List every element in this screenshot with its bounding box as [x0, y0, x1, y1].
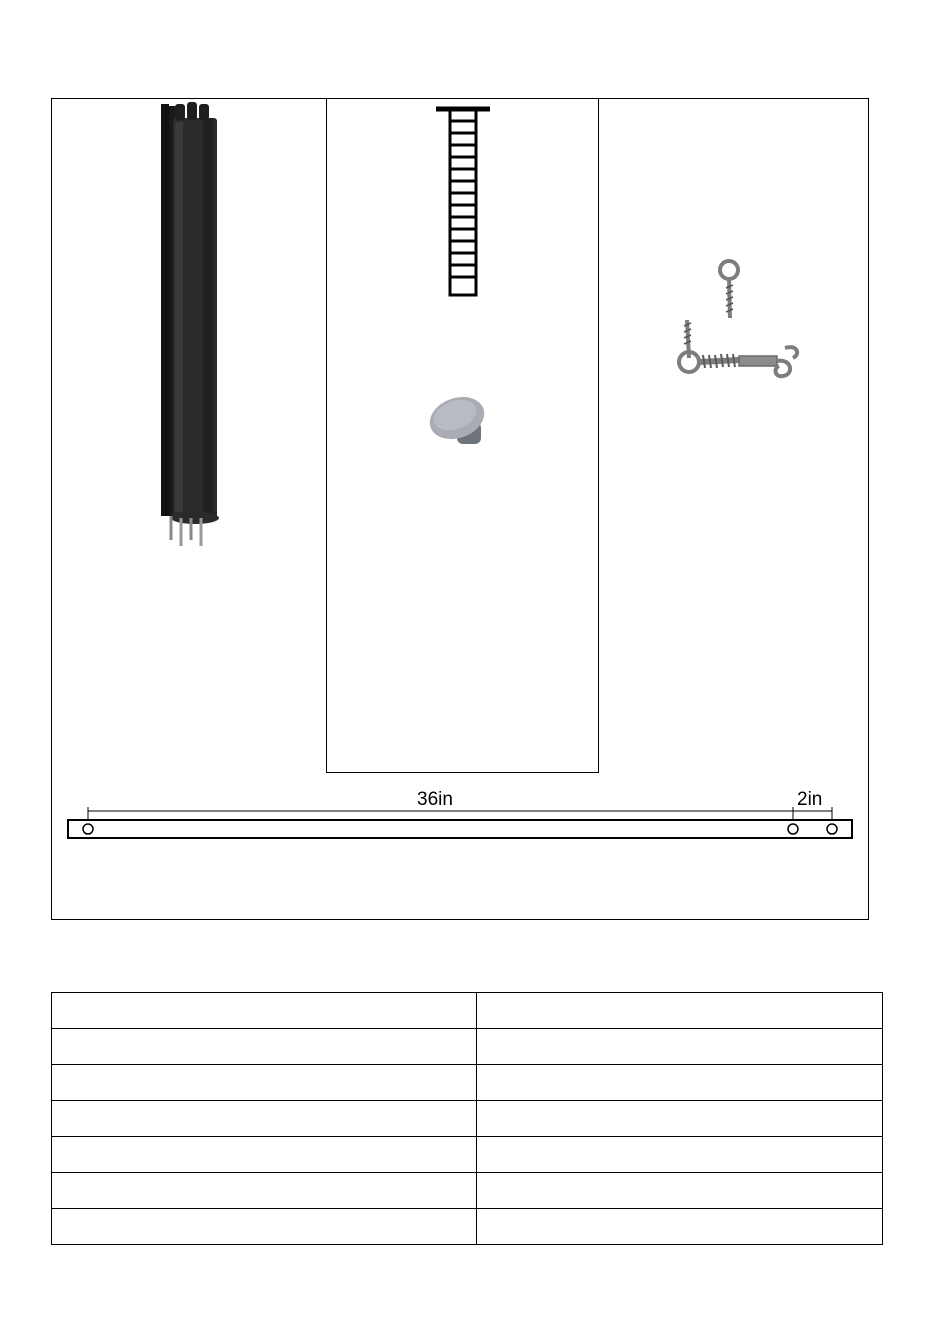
table-cell [52, 993, 477, 1029]
table-cell [477, 1173, 883, 1209]
ladder-cap-cell [326, 98, 599, 773]
table-cell [477, 1029, 883, 1065]
table-cell [477, 1209, 883, 1245]
table-row [52, 1101, 883, 1137]
ladder-strap-icon [435, 106, 491, 298]
bar-outline [68, 820, 852, 838]
table-row [52, 993, 883, 1029]
table-cell [52, 1209, 477, 1245]
gate-hook-latch-icon [673, 318, 807, 384]
drilled-bar-diagram [60, 805, 860, 845]
table-cell [52, 1065, 477, 1101]
table-cell [52, 1173, 477, 1209]
table-cell [52, 1029, 477, 1065]
parts-table [51, 992, 883, 1245]
table-row [52, 1029, 883, 1065]
bar-hole [83, 824, 93, 834]
table-row [52, 1173, 883, 1209]
eye-screw-icon [717, 258, 743, 320]
table-cell [52, 1137, 477, 1173]
table-cell [477, 1101, 883, 1137]
hardware-cell [599, 98, 869, 772]
table-cell [52, 1101, 477, 1137]
end-cap-icon [427, 392, 497, 452]
bar-hole [788, 824, 798, 834]
bar-hole [827, 824, 837, 834]
table-cell [477, 993, 883, 1029]
table-cell [477, 1137, 883, 1173]
table-cell [477, 1065, 883, 1101]
table-row [52, 1137, 883, 1173]
dimension-36in-label: 36in [417, 789, 453, 810]
table-row [52, 1209, 883, 1245]
dimension-2in-label: 2in [797, 789, 823, 810]
table-row [52, 1065, 883, 1101]
wrapped-pole-icon [151, 100, 241, 548]
pole-cell [51, 98, 327, 772]
